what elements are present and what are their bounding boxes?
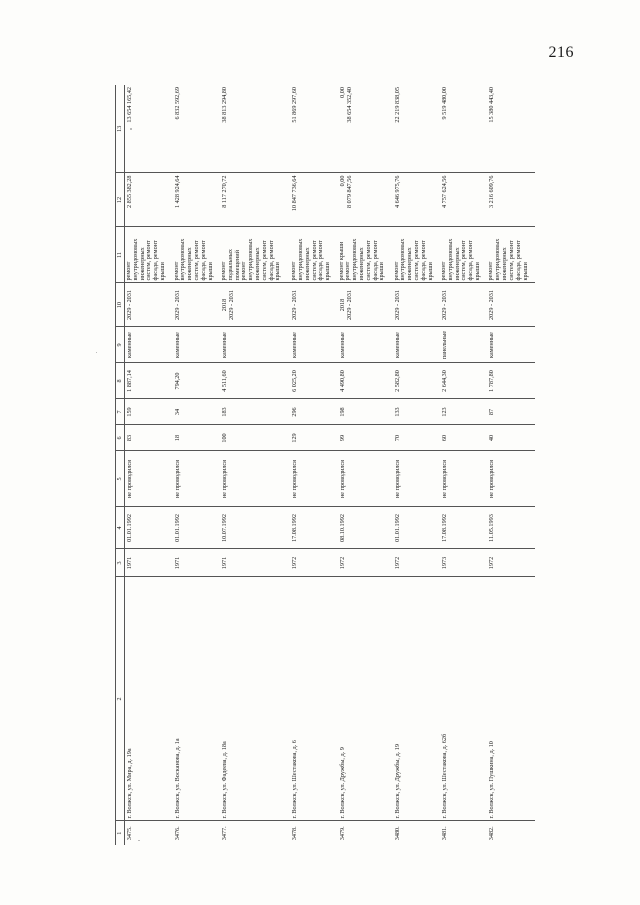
total-cost-cell-value: 9 519 480,00 bbox=[441, 87, 449, 120]
period-cell-value: 2029 - 2031 bbox=[173, 290, 181, 320]
row-number: 3479. bbox=[338, 821, 393, 845]
cost-cell-earlier: 0,00 bbox=[338, 175, 346, 187]
total-cost-cell bbox=[338, 85, 393, 173]
row-number: 3476. bbox=[173, 821, 220, 845]
scan-speck bbox=[96, 352, 97, 353]
cost-cell-value: 2 855 382,28 bbox=[126, 175, 133, 208]
address-cell: г. Волжск, ул. Шестакова, д. 62б bbox=[440, 577, 487, 821]
total-cost-cell-value: 15 380 443,40 bbox=[488, 87, 496, 123]
period-cell-earlier: 2018 bbox=[220, 298, 228, 312]
overhaul-status-cell: не проводился bbox=[220, 451, 290, 507]
period-cell-earlier: 2018 bbox=[338, 298, 346, 312]
year-built-cell: 1971 bbox=[173, 549, 220, 577]
area-cell: 4 511,60 bbox=[220, 363, 290, 399]
column-number: 1 bbox=[116, 821, 125, 845]
privatization-date-cell: 17.08.1992 bbox=[290, 507, 337, 549]
col7-cell: 198 bbox=[338, 399, 393, 425]
period-cell-value: 2029 - 2031 bbox=[393, 290, 401, 320]
total-cost-cell bbox=[220, 85, 290, 173]
column-number: 2 bbox=[116, 577, 125, 821]
col7-cell: 296 bbox=[290, 399, 337, 425]
wall-material-cell: каменные bbox=[338, 327, 393, 363]
area-cell: 1 787,80 bbox=[487, 363, 535, 399]
area-cell: 2 644,30 bbox=[440, 363, 487, 399]
work-type-cell bbox=[125, 227, 173, 283]
work-type-cell-value: ремонт внутридомовых инженерных систем, ремонт фасада, ремонт крыши bbox=[240, 238, 282, 281]
column-number: 6 bbox=[116, 425, 125, 451]
work-type-cell bbox=[487, 227, 535, 283]
total-cost-cell-value: 22 219 838,05 bbox=[393, 87, 401, 123]
col7-cell: 159 bbox=[125, 399, 173, 425]
row-number: 3481. bbox=[440, 821, 487, 845]
wall-material-cell: каменные bbox=[290, 327, 337, 363]
cost-cell bbox=[487, 173, 535, 227]
address-cell: г. Волжск, ул. Мира, д. 19а bbox=[125, 577, 173, 821]
period-cell-value: 2029 - 2031 bbox=[291, 290, 299, 320]
work-type-cell bbox=[440, 227, 487, 283]
area-cell: 6 025,20 bbox=[290, 363, 337, 399]
col7-cell: 123 bbox=[440, 399, 487, 425]
col6-cell: 129 bbox=[290, 425, 337, 451]
cost-cell bbox=[220, 173, 290, 227]
page-number: 216 bbox=[548, 44, 574, 61]
period-cell bbox=[290, 283, 337, 327]
col7-cell: 87 bbox=[487, 399, 535, 425]
cost-cell-value: 4 757 624,56 bbox=[441, 175, 449, 208]
address-cell: г. Волжск, ул. Шестакова, д. 6 bbox=[290, 577, 337, 821]
address-cell: г. Волжск, ул. Дружбы, д. 19 bbox=[393, 577, 440, 821]
column-number: 13 bbox=[116, 85, 125, 173]
wall-material-cell: каменные bbox=[125, 327, 173, 363]
work-type-cell bbox=[290, 227, 337, 283]
total-cost-cell-value: 6 832 592,69 bbox=[173, 87, 181, 120]
overhaul-status-cell: не проводился bbox=[290, 451, 337, 507]
row-number: 3478. bbox=[290, 821, 337, 845]
table-body bbox=[125, 85, 536, 845]
work-type-cell-value: ремонт внутридомовых инженерных систем, ремонт фасада, ремонт крыши bbox=[487, 238, 529, 281]
total-cost-cell-earlier: 0,00 bbox=[338, 87, 346, 98]
col6-cell: 99 bbox=[338, 425, 393, 451]
period-cell-value: 2029 - 2031 bbox=[488, 290, 496, 320]
total-cost-cell-value: 38 813 294,80 bbox=[220, 87, 228, 123]
privatization-date-cell: 10.07.1992 bbox=[220, 507, 290, 549]
column-number: 10 bbox=[116, 283, 125, 327]
year-built-cell: 1971 bbox=[125, 549, 173, 577]
col6-cell: 18 bbox=[173, 425, 220, 451]
privatization-date-cell: 01.01.1992 bbox=[125, 507, 173, 549]
column-number: 4 bbox=[116, 507, 125, 549]
privatization-date-cell: 17.08.1992 bbox=[440, 507, 487, 549]
overhaul-status-cell: не проводился bbox=[393, 451, 440, 507]
wall-material-cell: каменные bbox=[173, 327, 220, 363]
work-type-cell-value: ремонт внутридомовых инженерных систем, ремонт фасада, ремонт крыши bbox=[344, 238, 386, 281]
privatization-date-cell: 01.01.1992 bbox=[393, 507, 440, 549]
cost-cell-value: 4 646 975,76 bbox=[393, 175, 401, 208]
period-cell bbox=[125, 283, 173, 327]
total-cost-cell bbox=[440, 85, 487, 173]
address-cell: г. Волжск, ул. Дружбы, д. 9 bbox=[338, 577, 393, 821]
period-cell-value: 2029 - 2031 bbox=[441, 290, 449, 320]
period-cell-value: 2029 - 2031 bbox=[228, 290, 236, 320]
area-cell: 2 582,80 bbox=[393, 363, 440, 399]
column-number: 3 bbox=[116, 549, 125, 577]
wall-material-cell: каменные bbox=[220, 327, 290, 363]
table-row bbox=[338, 85, 393, 845]
work-type-cell-earlier: ремонт подвальных помещений bbox=[219, 249, 241, 281]
year-built-cell: 1972 bbox=[290, 549, 337, 577]
year-built-cell: 1971 bbox=[220, 549, 290, 577]
column-number: 8 bbox=[116, 363, 125, 399]
area-cell: 1 887,14 bbox=[125, 363, 173, 399]
cost-cell bbox=[173, 173, 220, 227]
table-row bbox=[220, 85, 290, 845]
cost-cell-value: 10 847 736,64 bbox=[291, 175, 299, 212]
table-row bbox=[487, 85, 535, 845]
column-number: 9 bbox=[116, 327, 125, 363]
privatization-date-cell: 11.05.1993 bbox=[487, 507, 535, 549]
work-type-cell-value: ремонт внутридомовых инженерных систем, ремонт фасада, ремонт крыши bbox=[172, 238, 214, 281]
column-number-header bbox=[116, 85, 125, 845]
work-type-cell-value: ремонт внутридомовых инженерных систем, ремонт фасада, ремонт крыши bbox=[290, 238, 332, 281]
address-cell: г. Волжск, ул. Пушкина, д. 10 bbox=[487, 577, 535, 821]
period-cell bbox=[487, 283, 535, 327]
row-number: 3482. bbox=[487, 821, 535, 845]
cost-cell bbox=[290, 173, 337, 227]
period-cell bbox=[393, 283, 440, 327]
row-number: 3475. bbox=[125, 821, 173, 845]
area-cell: 794,20 bbox=[173, 363, 220, 399]
cost-cell-value: 1 428 924,64 bbox=[173, 175, 181, 208]
total-cost-cell-value: 13 654 165,42 bbox=[126, 87, 133, 123]
col7-cell: 183 bbox=[220, 399, 290, 425]
cost-cell-value: 8 117 270,72 bbox=[220, 175, 228, 208]
work-type-cell-value: ремонт внутридомовых инженерных систем, ремонт фасада, ремонт крыши bbox=[440, 238, 482, 281]
housing-overhaul-table bbox=[115, 85, 535, 845]
year-built-cell: 1972 bbox=[393, 549, 440, 577]
period-cell-value: 2029 - 2031 bbox=[345, 290, 353, 320]
row-number: 3477. bbox=[220, 821, 290, 845]
cost-cell bbox=[393, 173, 440, 227]
total-cost-cell bbox=[290, 85, 337, 173]
period-cell bbox=[173, 283, 220, 327]
rotated-table-container bbox=[115, 85, 535, 845]
col6-cell: 83 bbox=[125, 425, 173, 451]
overhaul-status-cell: не проводился bbox=[173, 451, 220, 507]
cost-cell bbox=[125, 173, 173, 227]
col6-cell: 100 bbox=[220, 425, 290, 451]
address-cell: г. Волжск, ул. Восканова, д. 1а bbox=[173, 577, 220, 821]
column-number: 11 bbox=[116, 227, 125, 283]
year-built-cell: 1973 bbox=[440, 549, 487, 577]
col6-cell: 60 bbox=[440, 425, 487, 451]
table-row bbox=[125, 85, 173, 845]
overhaul-status-cell: не проводился bbox=[487, 451, 535, 507]
cost-cell bbox=[440, 173, 487, 227]
work-type-cell-earlier: ремонт крыши bbox=[337, 241, 345, 281]
column-number: 7 bbox=[116, 399, 125, 425]
address-cell: г. Волжск, ул. Фадеева, д. 18а bbox=[220, 577, 290, 821]
privatization-date-cell: 01.01.1992 bbox=[173, 507, 220, 549]
overhaul-status-cell: не проводился bbox=[440, 451, 487, 507]
privatization-date-cell: 08.10.1992 bbox=[338, 507, 393, 549]
work-type-cell-value: ремонт внутридомовых инженерных систем, ремонт фасада, ремонт крыши bbox=[392, 238, 434, 281]
cost-cell-value: 8 079 847,56 bbox=[345, 175, 353, 208]
overhaul-status-cell: не проводился bbox=[125, 451, 173, 507]
row-number: 3480. bbox=[393, 821, 440, 845]
work-type-cell bbox=[173, 227, 220, 283]
table-row bbox=[440, 85, 487, 845]
col7-cell: 34 bbox=[173, 399, 220, 425]
period-cell-value: 2029 - 2031 bbox=[126, 290, 133, 320]
table-row bbox=[173, 85, 220, 845]
col7-cell: 133 bbox=[393, 399, 440, 425]
work-type-cell-value: ремонт внутридомовых инженерных систем, ремонт фасада, ремонт крыши bbox=[125, 238, 167, 281]
column-number: 12 bbox=[116, 173, 125, 227]
cost-cell bbox=[338, 173, 393, 227]
wall-material-cell: каменные bbox=[393, 327, 440, 363]
table-row bbox=[290, 85, 337, 845]
year-built-cell: 1972 bbox=[338, 549, 393, 577]
work-type-cell bbox=[338, 227, 393, 283]
work-type-cell bbox=[393, 227, 440, 283]
cost-cell-value: 3 216 609,76 bbox=[488, 175, 496, 208]
year-built-cell: 1972 bbox=[487, 549, 535, 577]
table-row bbox=[393, 85, 440, 845]
col6-cell: 40 bbox=[487, 425, 535, 451]
total-cost-cell bbox=[125, 85, 173, 173]
total-cost-cell-value: 51 869 297,60 bbox=[291, 87, 299, 123]
wall-material-cell: панельные bbox=[440, 327, 487, 363]
col6-cell: 70 bbox=[393, 425, 440, 451]
total-cost-cell bbox=[487, 85, 535, 173]
total-cost-cell-value: 38 654 352,40 bbox=[345, 87, 353, 123]
work-type-cell bbox=[220, 227, 290, 283]
period-cell bbox=[338, 283, 393, 327]
period-cell bbox=[440, 283, 487, 327]
area-cell: 4 490,80 bbox=[338, 363, 393, 399]
wall-material-cell: каменные bbox=[487, 327, 535, 363]
total-cost-cell bbox=[393, 85, 440, 173]
period-cell bbox=[220, 283, 290, 327]
total-cost-cell bbox=[173, 85, 220, 173]
overhaul-status-cell: не проводился bbox=[338, 451, 393, 507]
column-number: 5 bbox=[116, 451, 125, 507]
